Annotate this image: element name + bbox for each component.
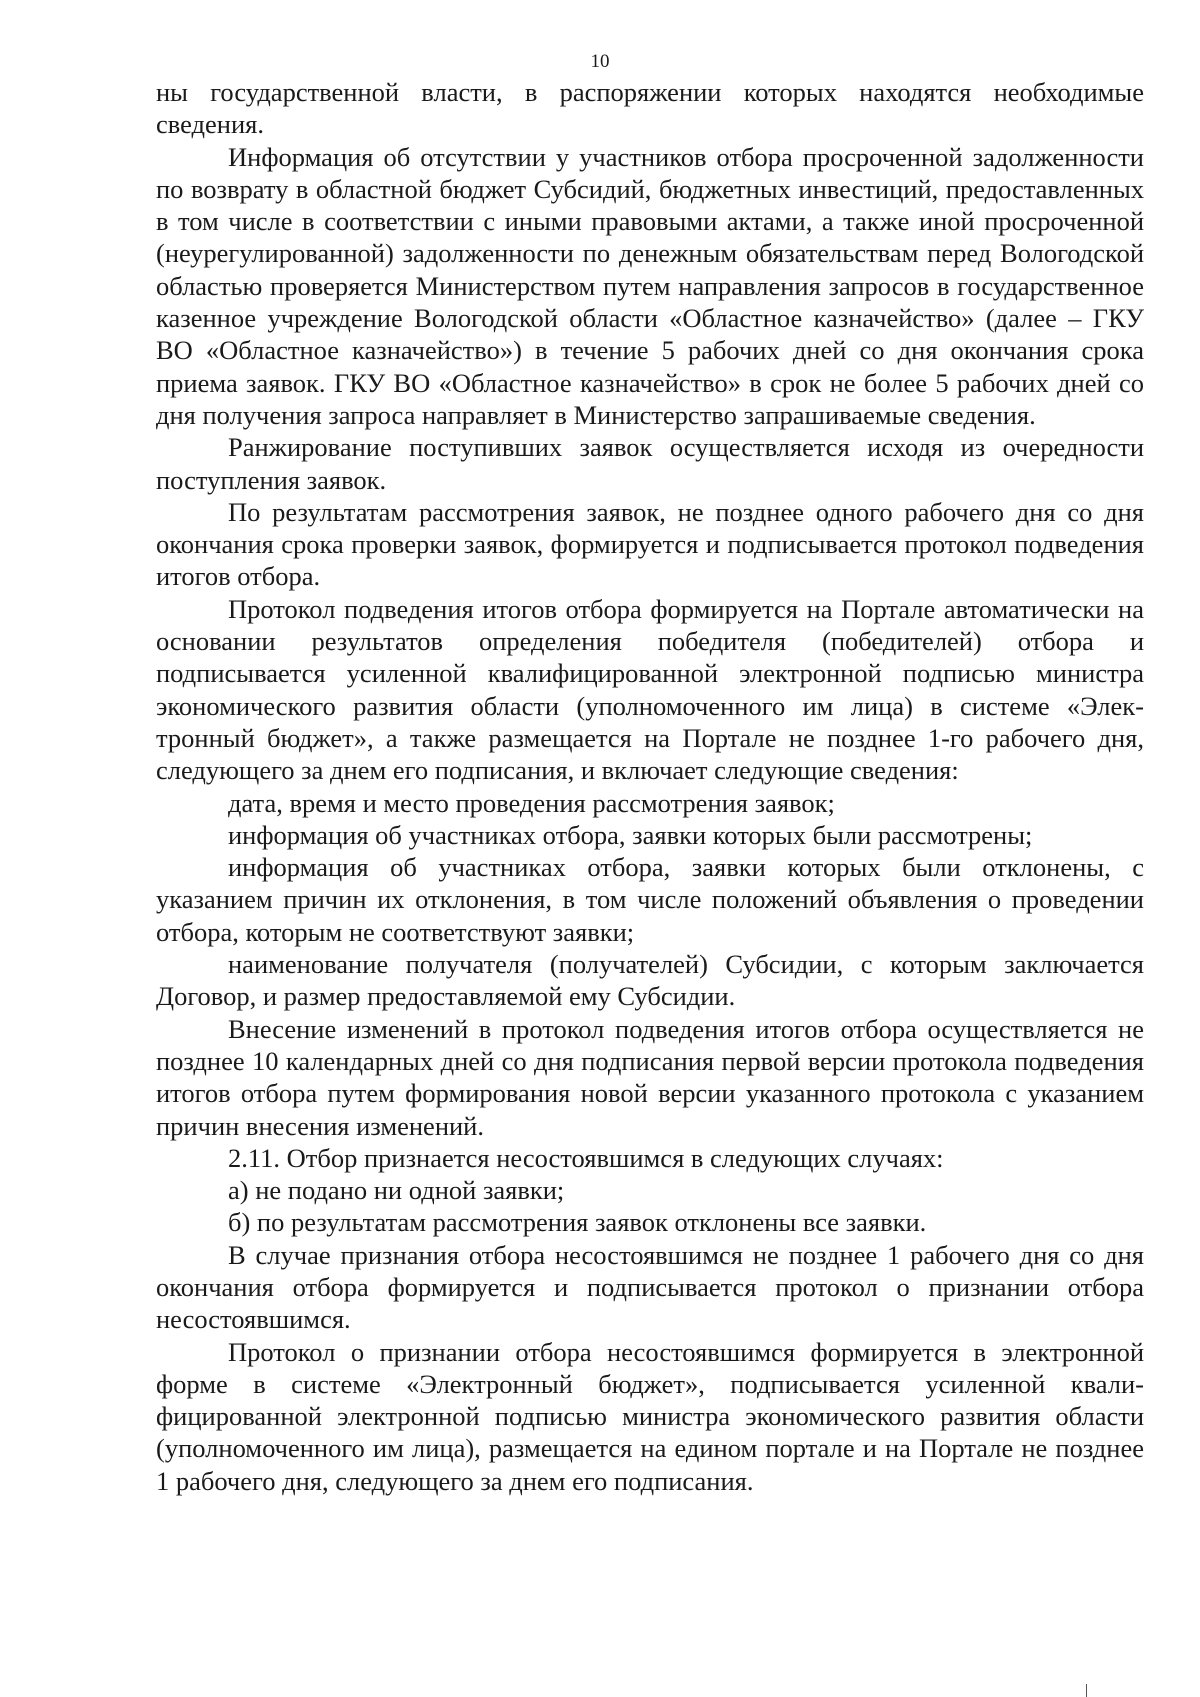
list-item-reviewed-participants: информация об участниках отбора, заявки которых были рассмотрены; [228,819,1033,850]
list-item-a: а) не подано ни одной заявки; [228,1175,565,1206]
paragraph-protocol-changes: Внесение изменений в протокол подведения итогов отбора осуществляется не позднее 10 календарных дней со дня подписания первой версии протокола подведения итогов отбора путем формирования новой версии указанного протокола с указанием причин внесения изменений. [156,1013,1144,1141]
paragraph-protocol-formation: Протокол подведения итогов отбора формируется на Портале автоматически на основании результатов определения победителя (победителей) отбора и подписывается усиленной квалифицированной электронной подписью министра экономического развития области (уполномоченного им лица) в системе «Электронный бюджет», а также размещается на Портале не позднее 1-го рабочего дня, следующего за днем его подписания, и включает следующие сведения: [156,593,1144,786]
paragraph-review-results: По результатам рассмотрения заявок, не позднее одного рабочего дня со дня окончания срока проверки заявок, формируется и подписывается протокол подведения итогов отбора. [156,496,1144,592]
paragraph-failed-protocol: Протокол о признании отбора несостоявшимся формируется в электронной форме в системе «Электронный бюджет», подписывается усиленной квалифицированной электронной подписью министра экономического развития области (уполномоченного им лица), размещается на едином портале и на Портале не позднее 1 рабочего дня, следующего за днем его подписания. [156,1336,1144,1496]
document-body [156,76,1144,1497]
list-item-b: б) по результатам рассмотрения заявок отклонены все заявки. [228,1207,927,1238]
list-item-recipient: наименование получателя (получателей) Субсидии, с которым заключается Договор, и размер предоставляемой ему Субсидии. [156,949,1144,1012]
paragraph-failed-selection: В случае признания отбора несостоявшимся не позднее 1 рабочего дня со дня окончания отбора формируется и подписывается протокол о признании отбора несостоявшимся. [156,1239,1144,1335]
paragraph-continuation: ны государственной власти, в распоряжении которых находятся необходимые сведения. [156,77,1144,140]
section-heading-2-11: 2.11. Отбор признается несостоявшимся в следующих случаях: [228,1142,944,1173]
page-number: 10 [590,51,610,72]
paragraph-ranking: Ранжирование поступивших заявок осуществляется исходя из очередности поступления заявок. [156,432,1144,495]
paragraph-debt-check: Информация об отсутствии у участников отбора просроченной задолженности по возврату в областной бюджет Субсидий, бюджетных инвестиций, предоставленных в том числе в соответствии с иными правовыми актами, а также иной просроченной (неурегулированной) задолженности по денежным обязательствам перед Вологодской областью проверяется Министерством путем направления запросов в государственное казенное учреждение Вологодской области «Областное казначейство» (далее – ГКУ ВО «Областное казначейство») в течение 5 рабочих дней со дня окончания срока приема заявок. ГКУ ВО «Областное казначейство» в срок не более 5 рабочих дней со дня получения запроса направляет в Министерство запрашиваемые сведения. [156,141,1144,430]
scan-edge-mark [1086,1684,1087,1697]
list-item-rejected-participants: информация об участниках отбора, заявки которых были отклонены, с указанием причин их отклонения, в том числе положений объявления о проведении отбора, которым не соответствуют заявки; [156,852,1144,947]
list-item-date-time: дата, время и место проведения рассмотрения заявок; [228,787,835,818]
